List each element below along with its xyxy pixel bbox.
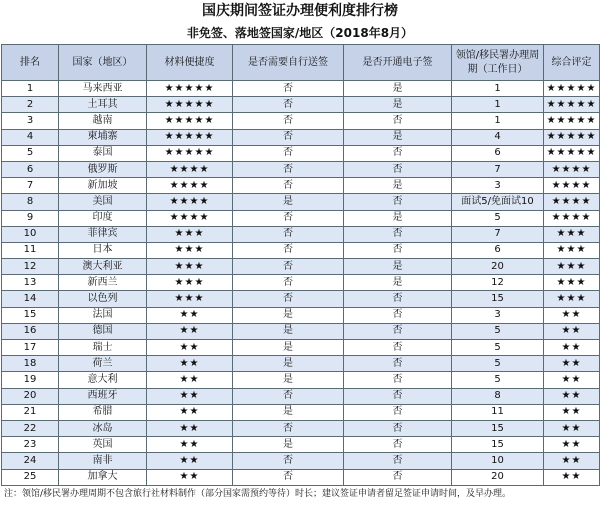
e-visa-cell: 否: [344, 340, 452, 356]
processing-period-cell: 8: [452, 388, 544, 404]
self-submit-cell: 否: [233, 226, 344, 242]
e-visa-cell: 否: [344, 226, 452, 242]
table-row: [2, 145, 600, 161]
table-row: [2, 340, 600, 356]
country-cell: 土耳其: [59, 97, 147, 113]
country-cell: 南非: [59, 453, 147, 469]
e-visa-cell: 否: [344, 242, 452, 258]
processing-period-cell: 15: [452, 437, 544, 453]
rank-cell: 2: [2, 97, 59, 113]
rank-cell: 11: [2, 242, 59, 258]
e-visa-cell: 否: [344, 161, 452, 177]
e-visa-cell: 否: [344, 356, 452, 372]
rank-cell: 3: [2, 113, 59, 129]
processing-period-cell: 3: [452, 307, 544, 323]
rank-cell: 25: [2, 469, 59, 485]
overall-stars-cell: ★★: [544, 372, 600, 388]
page-title: 国庆期间签证办理便利度排行榜: [202, 3, 398, 19]
table-row: [2, 242, 600, 258]
table-row: [2, 356, 600, 372]
rank-cell: 8: [2, 194, 59, 210]
e-visa-cell: 否: [344, 291, 452, 307]
table-row: [2, 437, 600, 453]
e-visa-cell: 否: [344, 307, 452, 323]
material-stars-cell: ★★★★: [147, 161, 233, 177]
e-visa-cell: 是: [344, 97, 452, 113]
header-material-convenience: 材料便捷度: [147, 45, 233, 81]
rank-cell: 23: [2, 437, 59, 453]
country-cell: 俄罗斯: [59, 161, 147, 177]
self-submit-cell: 否: [233, 161, 344, 177]
e-visa-cell: 否: [344, 469, 452, 485]
table-row: [2, 307, 600, 323]
processing-period-cell: 5: [452, 210, 544, 226]
table-row: [2, 226, 600, 242]
country-cell: 新加坡: [59, 178, 147, 194]
table-row: [2, 97, 600, 113]
e-visa-cell: 否: [344, 420, 452, 436]
e-visa-cell: 否: [344, 194, 452, 210]
table-row: [2, 194, 600, 210]
overall-stars-cell: ★★★: [544, 259, 600, 275]
country-cell: 荷兰: [59, 356, 147, 372]
table-row: [2, 129, 600, 145]
country-cell: 越南: [59, 113, 147, 129]
rank-cell: 13: [2, 275, 59, 291]
overall-stars-cell: ★★★: [544, 226, 600, 242]
country-cell: 法国: [59, 307, 147, 323]
table-row: [2, 291, 600, 307]
material-stars-cell: ★★★: [147, 259, 233, 275]
processing-period-cell: 10: [452, 453, 544, 469]
e-visa-cell: 否: [344, 437, 452, 453]
material-stars-cell: ★★★: [147, 226, 233, 242]
table-header-row: [2, 45, 600, 81]
country-cell: 马来西亚: [59, 81, 147, 97]
ranking-table: [1, 44, 600, 486]
processing-period-cell: 6: [452, 242, 544, 258]
processing-period-cell: 5: [452, 340, 544, 356]
e-visa-cell: 是: [344, 178, 452, 194]
country-cell: 意大利: [59, 372, 147, 388]
rank-cell: 6: [2, 161, 59, 177]
table-body: [2, 81, 600, 486]
country-cell: 德国: [59, 323, 147, 339]
self-submit-cell: 是: [233, 323, 344, 339]
material-stars-cell: ★★: [147, 388, 233, 404]
overall-stars-cell: ★★: [544, 469, 600, 485]
page-subtitle: 非免签、落地签国家/地区（2018年8月）: [186, 26, 414, 40]
table-row: [2, 259, 600, 275]
rank-cell: 5: [2, 145, 59, 161]
overall-stars-cell: ★★★: [544, 291, 600, 307]
country-cell: 西班牙: [59, 388, 147, 404]
self-submit-cell: 是: [233, 437, 344, 453]
e-visa-cell: 否: [344, 453, 452, 469]
country-cell: 加拿大: [59, 469, 147, 485]
rank-cell: 10: [2, 226, 59, 242]
self-submit-cell: 否: [233, 388, 344, 404]
overall-stars-cell: ★★: [544, 453, 600, 469]
header-overall-rating: 综合评定: [544, 45, 600, 81]
rank-cell: 14: [2, 291, 59, 307]
e-visa-cell: 是: [344, 275, 452, 291]
processing-period-cell: 20: [452, 259, 544, 275]
material-stars-cell: ★★: [147, 469, 233, 485]
table-row: [2, 275, 600, 291]
material-stars-cell: ★★: [147, 437, 233, 453]
country-cell: 瑞士: [59, 340, 147, 356]
overall-stars-cell: ★★★★: [544, 178, 600, 194]
processing-period-cell: 3: [452, 178, 544, 194]
header-rank: 排名: [2, 45, 59, 81]
table-row: [2, 469, 600, 485]
rank-cell: 19: [2, 372, 59, 388]
rank-cell: 4: [2, 129, 59, 145]
material-stars-cell: ★★★★: [147, 194, 233, 210]
table-row: [2, 81, 600, 97]
overall-stars-cell: ★★★★★: [544, 129, 600, 145]
table-row: [2, 420, 600, 436]
e-visa-cell: 否: [344, 388, 452, 404]
rank-cell: 21: [2, 404, 59, 420]
self-submit-cell: 否: [233, 453, 344, 469]
table-row: [2, 161, 600, 177]
material-stars-cell: ★★★★★: [147, 81, 233, 97]
self-submit-cell: 是: [233, 404, 344, 420]
processing-period-cell: 7: [452, 161, 544, 177]
material-stars-cell: ★★★: [147, 275, 233, 291]
rank-cell: 18: [2, 356, 59, 372]
country-cell: 冰岛: [59, 420, 147, 436]
material-stars-cell: ★★: [147, 356, 233, 372]
country-cell: 菲律宾: [59, 226, 147, 242]
rank-cell: 12: [2, 259, 59, 275]
material-stars-cell: ★★: [147, 404, 233, 420]
country-cell: 日本: [59, 242, 147, 258]
processing-period-cell: 11: [452, 404, 544, 420]
material-stars-cell: ★★★★★: [147, 145, 233, 161]
country-cell: 美国: [59, 194, 147, 210]
e-visa-cell: 是: [344, 81, 452, 97]
processing-period-cell: 5: [452, 323, 544, 339]
overall-stars-cell: ★★: [544, 437, 600, 453]
material-stars-cell: ★★: [147, 420, 233, 436]
overall-stars-cell: ★★: [544, 307, 600, 323]
processing-period-cell: 6: [452, 145, 544, 161]
country-cell: 泰国: [59, 145, 147, 161]
rank-cell: 22: [2, 420, 59, 436]
rank-cell: 24: [2, 453, 59, 469]
material-stars-cell: ★★: [147, 453, 233, 469]
header-e-visa: 是否开通电子签: [344, 45, 452, 81]
table-row: [2, 388, 600, 404]
material-stars-cell: ★★: [147, 307, 233, 323]
processing-period-cell: 15: [452, 291, 544, 307]
e-visa-cell: 是: [344, 259, 452, 275]
rank-cell: 9: [2, 210, 59, 226]
country-cell: 印度: [59, 210, 147, 226]
overall-stars-cell: ★★: [544, 388, 600, 404]
self-submit-cell: 是: [233, 356, 344, 372]
header-country: 国家（地区）: [59, 45, 147, 81]
processing-period-cell: 1: [452, 113, 544, 129]
e-visa-cell: 否: [344, 404, 452, 420]
e-visa-cell: 否: [344, 113, 452, 129]
country-cell: 柬埔寨: [59, 129, 147, 145]
e-visa-cell: 否: [344, 145, 452, 161]
rank-cell: 17: [2, 340, 59, 356]
processing-period-cell: 5: [452, 372, 544, 388]
e-visa-cell: 否: [344, 372, 452, 388]
rank-cell: 15: [2, 307, 59, 323]
table-row: [2, 372, 600, 388]
header-processing-period: 领馆/移民署办理周期（工作日）: [452, 45, 544, 81]
country-cell: 以色列: [59, 291, 147, 307]
self-submit-cell: 否: [233, 113, 344, 129]
material-stars-cell: ★★★★★: [147, 97, 233, 113]
material-stars-cell: ★★: [147, 323, 233, 339]
rank-cell: 1: [2, 81, 59, 97]
self-submit-cell: 否: [233, 210, 344, 226]
overall-stars-cell: ★★★★: [544, 210, 600, 226]
overall-stars-cell: ★★★★★: [544, 145, 600, 161]
material-stars-cell: ★★: [147, 372, 233, 388]
e-visa-cell: 是: [344, 210, 452, 226]
country-cell: 澳大利亚: [59, 259, 147, 275]
self-submit-cell: 否: [233, 97, 344, 113]
material-stars-cell: ★★★: [147, 242, 233, 258]
self-submit-cell: 是: [233, 340, 344, 356]
processing-period-cell: 1: [452, 97, 544, 113]
overall-stars-cell: ★★★★★: [544, 97, 600, 113]
material-stars-cell: ★★★: [147, 291, 233, 307]
overall-stars-cell: ★★★: [544, 242, 600, 258]
self-submit-cell: 否: [233, 259, 344, 275]
processing-period-cell: 5: [452, 356, 544, 372]
self-submit-cell: 否: [233, 129, 344, 145]
material-stars-cell: ★★: [147, 340, 233, 356]
rank-cell: 16: [2, 323, 59, 339]
self-submit-cell: 否: [233, 275, 344, 291]
country-cell: 希腊: [59, 404, 147, 420]
processing-period-cell: 面试5/免面试10: [452, 194, 544, 210]
overall-stars-cell: ★★: [544, 340, 600, 356]
material-stars-cell: ★★★★★: [147, 113, 233, 129]
overall-stars-cell: ★★★: [544, 275, 600, 291]
processing-period-cell: 12: [452, 275, 544, 291]
footnote: 注：领馆/移民署办理周期不包含旅行社材料制作（部分国家需预约等待）时长；建议签证申请者留足签证申请时间，及早办理。: [4, 489, 512, 499]
processing-period-cell: 1: [452, 81, 544, 97]
overall-stars-cell: ★★: [544, 356, 600, 372]
table-row: [2, 178, 600, 194]
country-cell: 英国: [59, 437, 147, 453]
e-visa-cell: 是: [344, 129, 452, 145]
material-stars-cell: ★★★★: [147, 178, 233, 194]
self-submit-cell: 否: [233, 81, 344, 97]
e-visa-cell: 否: [344, 323, 452, 339]
overall-stars-cell: ★★★★: [544, 194, 600, 210]
self-submit-cell: 否: [233, 469, 344, 485]
overall-stars-cell: ★★: [544, 420, 600, 436]
overall-stars-cell: ★★: [544, 323, 600, 339]
self-submit-cell: 是: [233, 372, 344, 388]
processing-period-cell: 7: [452, 226, 544, 242]
table-row: [2, 210, 600, 226]
overall-stars-cell: ★★★★: [544, 161, 600, 177]
self-submit-cell: 否: [233, 242, 344, 258]
overall-stars-cell: ★★★★★: [544, 81, 600, 97]
rank-cell: 20: [2, 388, 59, 404]
rank-cell: 7: [2, 178, 59, 194]
table-row: [2, 113, 600, 129]
overall-stars-cell: ★★: [544, 404, 600, 420]
self-submit-cell: 否: [233, 420, 344, 436]
self-submit-cell: 否: [233, 145, 344, 161]
table-row: [2, 453, 600, 469]
processing-period-cell: 4: [452, 129, 544, 145]
overall-stars-cell: ★★★★★: [544, 113, 600, 129]
processing-period-cell: 20: [452, 469, 544, 485]
table-row: [2, 404, 600, 420]
self-submit-cell: 否: [233, 178, 344, 194]
processing-period-cell: 15: [452, 420, 544, 436]
header-self-submit: 是否需要自行送签: [233, 45, 344, 81]
self-submit-cell: 是: [233, 307, 344, 323]
self-submit-cell: 否: [233, 291, 344, 307]
self-submit-cell: 是: [233, 194, 344, 210]
material-stars-cell: ★★★★: [147, 210, 233, 226]
material-stars-cell: ★★★★★: [147, 129, 233, 145]
table-row: [2, 323, 600, 339]
country-cell: 新西兰: [59, 275, 147, 291]
